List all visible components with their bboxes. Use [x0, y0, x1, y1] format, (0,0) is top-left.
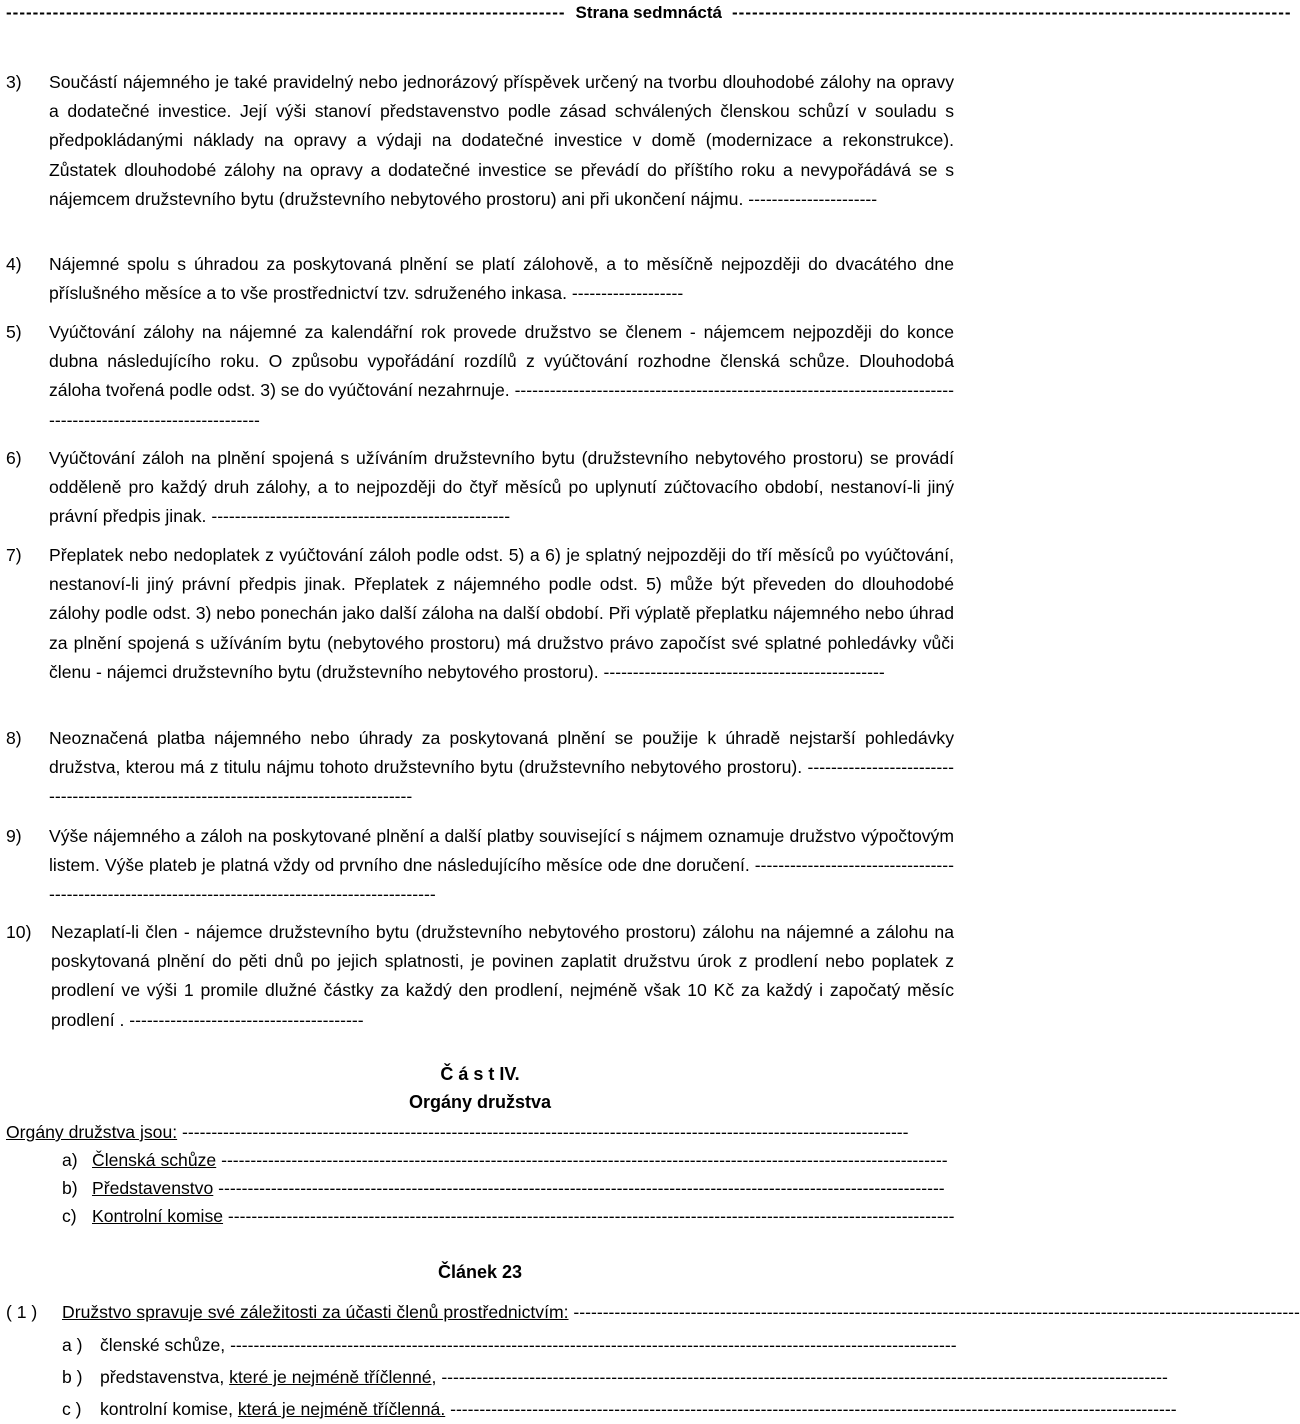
paragraph-number: 4): [6, 254, 22, 274]
paragraph-number: 5): [6, 322, 22, 342]
paragraph-text: Přeplatek nebo nedoplatek z vyúčtování záloh podle odst. 5) a 6) je splatný nejpozději do tří měsíců po vyúčtování, nestanoví-li jiný právní předpis jinak. Přeplatek z nájemného podle odst. 5) může být převeden do dlouhodobé zálohy podle odst. 3) nebo ponechán jako další záloha na další období. Při výplatě přeplatku nájemného nebo úhrad za plnění spojená s užíváním bytu (nebytového prostoru) má družstvo právo započíst své splatné pohledávky vůči členu - nájemci družstevního bytu (družstevního nebytového prostoru). ------------------------------------------------: [49, 545, 954, 682]
page-header: [6, 2, 1292, 24]
page-header-title: Strana sedmnáctá: [575, 3, 722, 22]
article-item-text: představenstva,: [100, 1367, 225, 1387]
dash-filler: ----------------------------------------------------------------------------------------------------------------------------: [213, 1178, 945, 1198]
paragraph-number: 8): [6, 728, 22, 748]
dash-filler: ----------------------------------------------------------------------------------------------------------------------------: [216, 1150, 948, 1170]
paragraph-text: Součástí nájemného je také pravidelný nebo jednorázový příspěvek určený na tvorbu dlouhodobé zálohy na opravy a dodatečné investice. Její výši stanoví představenstvo podle zásad schválených členskou schůzí v souladu s předpokládanými náklady na opravy a výdaji na dodatečné investice v domě (modernizace a rekonstrukce). Zůstatek dlouhodobé zálohy na opravy a dodatečné investice se převádí do příštího roku a nevypořádává se s nájemcem družstevního bytu (družstevního nebytového prostoru) ani při ukončení nájmu. ----------------------: [49, 72, 954, 209]
article-item-a: [62, 1331, 957, 1359]
organ-label: Členská schůze: [92, 1150, 217, 1170]
paragraph-number: 6): [6, 448, 22, 468]
organ-label: Představenstvo: [92, 1178, 214, 1198]
article-item-c: [62, 1395, 1177, 1423]
paragraph-number: 9): [6, 826, 22, 846]
paragraph-text: Neoznačená platba nájemného nebo úhrady za poskytovaná plnění se použije k úhradě nejstarší pohledávky družstva, kterou má z titulu nájmu tohoto družstevního bytu (družstevního nebytového prostoru). ---------------------------------------------------------------------------------------: [49, 728, 954, 807]
article-item-text: členské schůze,: [100, 1335, 226, 1355]
paragraph-text: Vyúčtování záloh na plnění spojená s užíváním družstevního bytu (družstevního nebytového prostoru) se provádí odděleně pro každý druh zálohy, a to nejpozději do čtyř měsíců po uplynutí zúčtovacího období, nestanoví-li jiný právní předpis jinak. ---------------------------------------------------: [49, 448, 954, 527]
article-item-text: kontrolní komise,: [100, 1399, 233, 1419]
organ-label: Kontrolní komise: [92, 1206, 224, 1226]
paragraph-number: 10): [6, 922, 32, 942]
header-dash-right: ------------------------------------------------------------------------------------: [732, 3, 1292, 22]
paragraph-8: [6, 724, 954, 812]
paragraph-5: [6, 318, 954, 435]
paragraph-number: 3): [6, 72, 22, 92]
article-heading: Článek 23: [437, 1262, 523, 1282]
dash-filler: ----------------------------------------------------------------------------------------------------------------------------: [436, 1367, 1168, 1387]
article-item-letter: a ): [62, 1335, 83, 1355]
paragraph-number: 7): [6, 545, 22, 565]
organ-letter: c): [62, 1206, 77, 1226]
paragraph-text: Výše nájemného a záloh na poskytované plnění a další platby související s nájmem oznamuje družstvo výpočtovým listem. Výše plateb je platná vždy od prvního dne následujícího měsíce ode dne doručení. ----------------------------------------------------------------------------------------------------: [49, 826, 955, 905]
dash-filler: ----------------------------------------------------------------------------------------------------------------------------: [445, 1399, 1177, 1419]
organs-intro: Orgány družstva jsou:: [6, 1122, 178, 1142]
organ-item-a: [62, 1146, 954, 1174]
paragraph-10: [6, 918, 954, 1035]
paragraph-3: [6, 68, 954, 214]
paragraph-4: [6, 250, 954, 308]
organ-letter: b): [62, 1178, 78, 1198]
dash-filler: ----------------------------------------------------------------------------------------------------------------------------: [568, 1302, 1300, 1322]
article-intro-line: [6, 1298, 1300, 1326]
article-item-underlined: které je nejméně tříčlenné,: [229, 1367, 437, 1387]
organ-item-b: [62, 1174, 954, 1202]
header-dash-left: ------------------------------------------------------------------------------------: [6, 3, 566, 22]
article-item-letter: c ): [62, 1399, 82, 1419]
organs-intro-line: [6, 1118, 954, 1146]
article-intro: Družstvo spravuje své záležitosti za účasti členů prostřednictvím:: [62, 1302, 569, 1322]
part-subheading: Orgány družstva: [408, 1092, 552, 1112]
paragraph-6: [6, 444, 954, 532]
paragraph-9: [6, 822, 954, 910]
article-item-letter: b ): [62, 1367, 83, 1387]
paragraph-text: Nájemné spolu s úhradou za poskytovaná plnění se platí zálohově, a to měsíčně nejpozději do dvacátého dne příslušného měsíce a to vše prostřednictví tzv. sdruženého inkasa. -------------------: [49, 254, 954, 304]
paragraph-7: [6, 541, 954, 687]
article-item-underlined: která je nejméně tříčlenná.: [237, 1399, 446, 1419]
part-heading: Č á s t IV.: [440, 1064, 520, 1084]
article-item-b: [62, 1363, 1168, 1391]
paragraph-text: Vyúčtování zálohy na nájemné za kalendářní rok provede družstvo se členem - nájemcem nejpozději do konce dubna následujícího roku. O způsobu vypořádání rozdílů z vyúčtování rozhodne členská schůze. Dlouhodobá záloha tvořená podle odst. 3) se do vyúčtování nezahrnuje. ---------------------------------------------------------------------------------------------------------------: [49, 322, 954, 430]
article-paragraph-number: ( 1 ): [6, 1302, 38, 1322]
organ-letter: a): [62, 1150, 78, 1170]
dash-filler: ----------------------------------------------------------------------------------------------------------------------------: [223, 1206, 955, 1226]
dash-filler: ----------------------------------------------------------------------------------------------------------------------------: [177, 1122, 909, 1142]
organ-item-c: [62, 1202, 954, 1230]
paragraph-text: Nezaplatí-li člen - nájemce družstevního bytu (družstevního nebytového prostoru) zálohu na nájemné a zálohu na poskytovaná plnění do pěti dnů po jejich splatnosti, je povinen zaplatit družstvu úrok z prodlení nebo poplatek z prodlení ve výši 1 promile dlužné částky za každý den prodlení, nejméně však 10 Kč za každý i započatý měsíc prodlení . ----------------------------------------: [51, 922, 954, 1030]
dash-filler: ----------------------------------------------------------------------------------------------------------------------------: [225, 1335, 957, 1355]
